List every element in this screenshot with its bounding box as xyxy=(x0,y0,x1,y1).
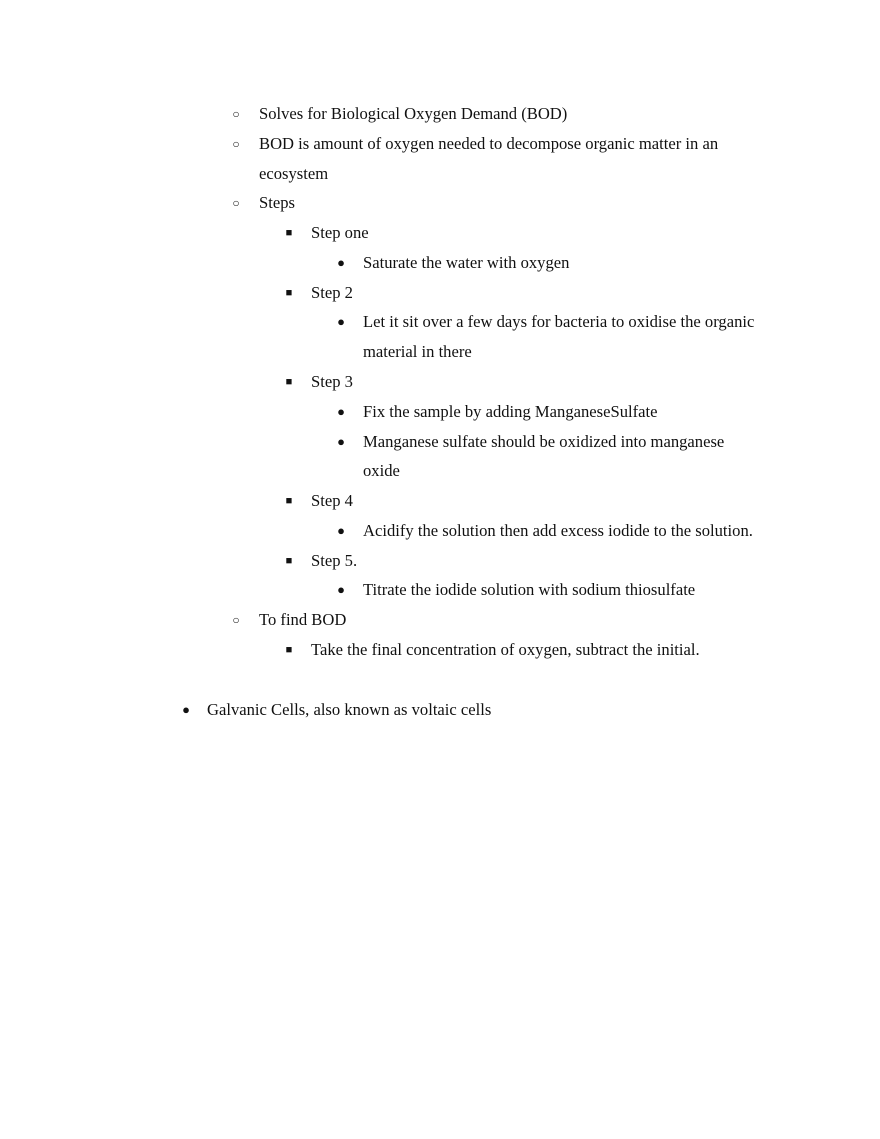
list-item-level-2-continuation: ecosystem xyxy=(259,163,329,183)
square-bullet-icon: ■ xyxy=(285,227,293,240)
list-item-level-1: Galvanic Cells, also known as voltaic cells xyxy=(207,699,492,719)
list-item-level-4: Titrate the iodide solution with sodium thiosulfate xyxy=(363,580,696,600)
disc-bullet-icon: ● xyxy=(337,582,345,598)
circle-bullet-icon: ○ xyxy=(232,196,240,211)
square-bullet-icon: ■ xyxy=(285,286,293,299)
list-item-level-2: To find BOD xyxy=(259,610,347,630)
disc-bullet-icon: ● xyxy=(337,403,345,419)
list-item-level-3: Step one xyxy=(311,223,369,243)
list-item-level-3: Take the final concentration of oxygen, subtract the initial. xyxy=(311,640,700,660)
circle-bullet-icon: ○ xyxy=(232,136,240,151)
disc-bullet-icon: ● xyxy=(337,314,345,330)
list-item-level-4: Fix the sample by adding ManganeseSulfate xyxy=(363,401,658,421)
list-item-level-2: BOD is amount of oxygen needed to decompose organic matter in an xyxy=(259,133,719,153)
disc-bullet-icon: ● xyxy=(337,433,345,449)
list-item-level-3: Step 5. xyxy=(311,550,358,570)
list-item-level-3: Step 2 xyxy=(311,282,353,302)
circle-bullet-icon: ○ xyxy=(232,613,240,628)
disc-bullet-icon: ● xyxy=(182,701,190,717)
list-item-level-4-continuation: oxide xyxy=(363,461,400,481)
list-item-level-2: Steps xyxy=(259,193,295,213)
list-item-level-4: Acidify the solution then add excess iodide to the solution. xyxy=(363,520,753,540)
list-item-level-2: Solves for Biological Oxygen Demand (BOD) xyxy=(259,104,568,123)
list-item-level-4: Let it sit over a few days for bacteria to oxidise the organic xyxy=(363,312,755,332)
list-item-level-4: Saturate the water with oxygen xyxy=(363,252,570,272)
disc-bullet-icon: ● xyxy=(337,254,345,270)
square-bullet-icon: ■ xyxy=(285,554,293,567)
list-item-level-4: Manganese sulfate should be oxidized into manganese xyxy=(363,431,725,451)
disc-bullet-icon: ● xyxy=(337,522,345,538)
square-bullet-icon: ■ xyxy=(285,495,293,508)
square-bullet-icon: ■ xyxy=(285,376,293,389)
list-item-level-3: Step 4 xyxy=(311,491,353,511)
circle-bullet-icon: ○ xyxy=(232,107,240,121)
square-bullet-icon: ■ xyxy=(285,644,293,657)
list-item-level-4-continuation: material in there xyxy=(363,342,472,362)
list-item-level-3: Step 3 xyxy=(311,372,353,392)
